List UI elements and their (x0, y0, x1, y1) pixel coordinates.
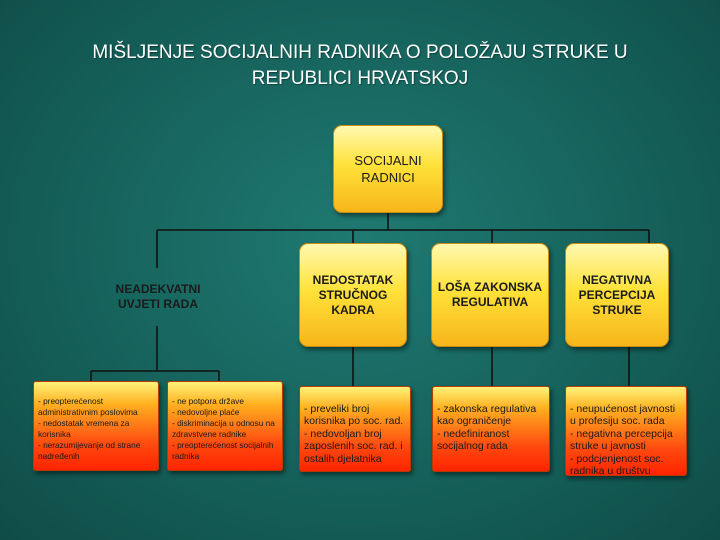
detail-text: - zakonska regulativa kao ograničenje - nedefiniranost socijalnog rada (437, 402, 537, 452)
root-label: SOCIJALNI RADNICI (354, 153, 422, 185)
detail-box-1 (33, 381, 159, 471)
category-losa (431, 243, 549, 347)
detail-text: - ne potpora države - nedovoljne plaće - diskriminacija u odnosu na zdravstvene radnike - preopterećenost socijalnih radnika (172, 396, 275, 461)
category-label: LOŠA ZAKONSKA REGULATIVA (437, 280, 543, 309)
detail-box-5 (565, 386, 687, 476)
detail-box-2 (167, 381, 283, 471)
root-node (333, 125, 443, 213)
category-negativna (565, 243, 669, 347)
detail-text: - neupućenost javnosti u profesiju soc. rada - negativna percepcija struke u javnosti - podcjenjenost soc. radnika u društvu (570, 402, 676, 477)
category-neadekvatni (100, 268, 216, 326)
detail-text: - preopterećenost administrativnim poslovima - nedostatak vremena za korisnika - nerazumijevanje od strane nadređenih (38, 396, 141, 461)
page-title: MIŠLJENJE SOCIJALNIH RADNIKA O POLOŽAJU STRUKE U REPUBLICI HRVATSKOJ (92, 42, 628, 89)
category-nedostatak (299, 243, 407, 347)
detail-box-3 (299, 386, 411, 472)
detail-box-4 (432, 386, 550, 472)
detail-text: - preveliki broj korisnika po soc. rad. - nedovoljan broj zaposlenih soc. rad. i ostalih djelatnika (304, 402, 404, 465)
category-label: NEADEKVATNI UVJETI RADA (115, 282, 201, 311)
category-label: NEDOSTATAK STRUČNOG KADRA (312, 272, 394, 317)
category-label: NEGATIVNA PERCEPCIJA STRUKE (578, 272, 656, 317)
